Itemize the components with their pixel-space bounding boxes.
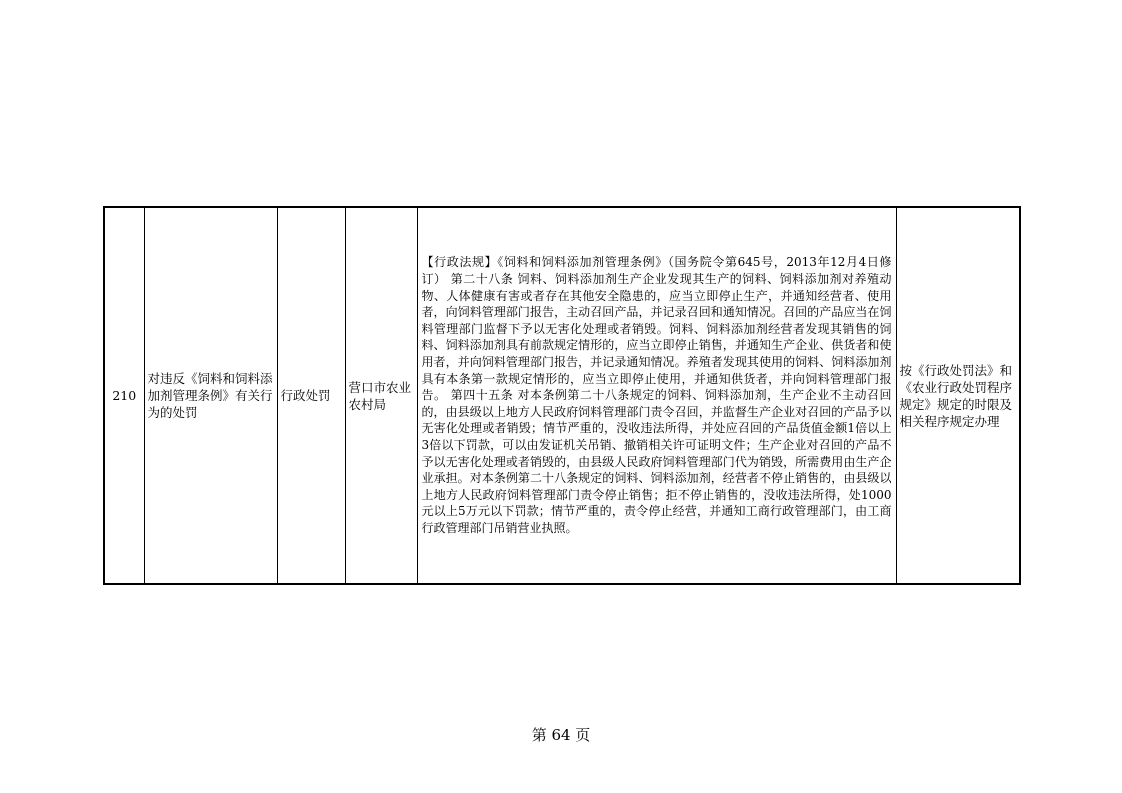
legal-basis-cell: 【行政法规】《饲料和饲料添加剂管理条例》（国务院令第645号，2013年12月4日修订） 第二十八条 饲料、饲料添加剂生产企业发现其生产的饲料、饲料添加剂对养殖动物、人体健康有害或者存在其他安全隐患的，应当立即停止生产，并通知经营者、使用者，向饲料管理部门报告，主动召回产品，并记录召回和通知情况。召回的产品应当在饲料管理部门监督下予以无害化处理或者销毁。饲料、饲料添加剂经营者发现其销售的饲料、饲料添加剂具有前款规定情形的，应当立即停止销售，并通知生产企业、供货者和使用者，并向饲料管理部门报告，并记录通知情况。养殖者发现其使用的饲料、饲料添加剂具有本条第一款规定情形的，应当立即停止使用，并通知供货者，并向饲料管理部门报告。 第四十五条 对本条例第二十八条规定的饲料、饲料添加剂，生产企业不主动召回的，由县级以上地方人民政府饲料管理部门责令召回，并监督生产企业对召回的产品予以无害化处理或者销毁；情节严重的，没收违法所得，并处应召回的产品货值金额1倍以上3倍以下罚款，可以由发证机关吊销、撤销相关许可证明文件；生产企业对召回的产品不予以无害化处理或者销毁的，由县级人民政府饲料管理部门代为销毁，所需费用由生产企业承担。对本条例第二十八条规定的饲料、饲料添加剂，经营者不停止销售的，由县级以上地方人民政府饲料管理部门责令停止销售；拒不停止销售的，没收违法所得，处1000元以上5万元以下罚款；情节严重的，责令停止经营，并通知工商行政管理部门，由工商行政管理部门吊销营业执照。 — [417, 207, 896, 584]
matter-table — [103, 206, 1021, 585]
item-number-cell: 210 — [104, 207, 144, 584]
item-name-cell: 对违反《饲料和饲料添加剂管理条例》有关行为的处罚 — [144, 207, 277, 584]
table-row — [104, 207, 1020, 584]
page-number: 第 64 页 — [531, 726, 591, 744]
procedure-cell: 按《行政处罚法》和《农业行政处罚程序规定》规定的时限及相关程序规定办理 — [896, 207, 1020, 584]
department-cell: 营口市农业农村局 — [345, 207, 417, 584]
item-category-cell: 行政处罚 — [277, 207, 345, 584]
